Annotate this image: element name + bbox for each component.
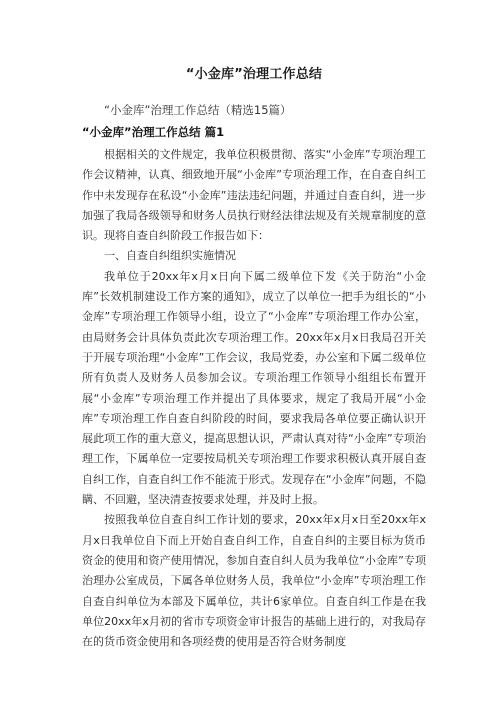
- document-title: “小金库”治理工作总结: [185, 67, 323, 82]
- list-heading-1: 一、自查自纠组织实施情况: [104, 249, 236, 263]
- section-heading: “小金库”治理工作总结 篇1: [82, 125, 225, 139]
- paragraph-implementation: 我单位于20xx年x月x日向下属二级单位下发《关于防治“小金库”长效机制建设工作方案的通知》，成立了以单位一把手为组长的“小金库”专项治理工作领导小组，设立了“小金库”专项治理工作办公室，由局财务会计具体负责此次专项治理工作。20xx年x月x日我局召开关于开展专项治理“小金库”工作会议，我局党委，办公室和下属二级单位所有负责人及财务人员参加会议。专项治理工作领导小组组长布置开展“小金库”专项治理工作并提出了具体要求，规定了我局开展“小金库”专项治理工作自查自纠阶段的时间，要求我局各单位要正确认识开展此项工作的重大意义，提高思想认识，严肃认真对待“小金库”专项治理工作，下属单位一定要按局机关专项治理工作要求积极认真开展自查自纠工作，自查自纠工作不能流于形式。发现存在“小金库”问题，不隐瞒、不回避，坚决清查按要求处理，并及时上报。: [82, 269, 426, 507]
- paragraph-self-check: 按照我单位自查自纠工作计划的要求，20xx年x月x日至20xx年x月x日我单位自下而上开始自查自纠工作，自查自纠的主要目标为货币资金的使用和资产使用情况，参加自查自纠人员为我单位“小金库”专项治理办公室成员，下属各单位财务人员，我单位“小金库”专项治理工作自查自纠单位为本部及下属单位，共计6家单位。自查自纠工作是在我单位20xx年x月初的省市专项资金审计报告的基础上进行的，对我局存在的货币资金使用和各项经费的使用是否符合财务制度: [82, 513, 426, 649]
- paragraph-intro: 根据相关的文件规定，我单位积极贯彻、落实“小金库”专项治理工作会议精神，认真、细致地开展“小金库”专项治理工作，在自查自纠工作中未发现存在私设“小金库”违法违纪问题，并通过自查自纠，进一步加强了我局各级领导和财务人员执行财经法律法规及有关规章制度的意识。现将自查自纠阶段工作报告如下：: [82, 148, 426, 243]
- document-subtitle: “小金库”治理工作总结（精选15篇）: [104, 103, 292, 117]
